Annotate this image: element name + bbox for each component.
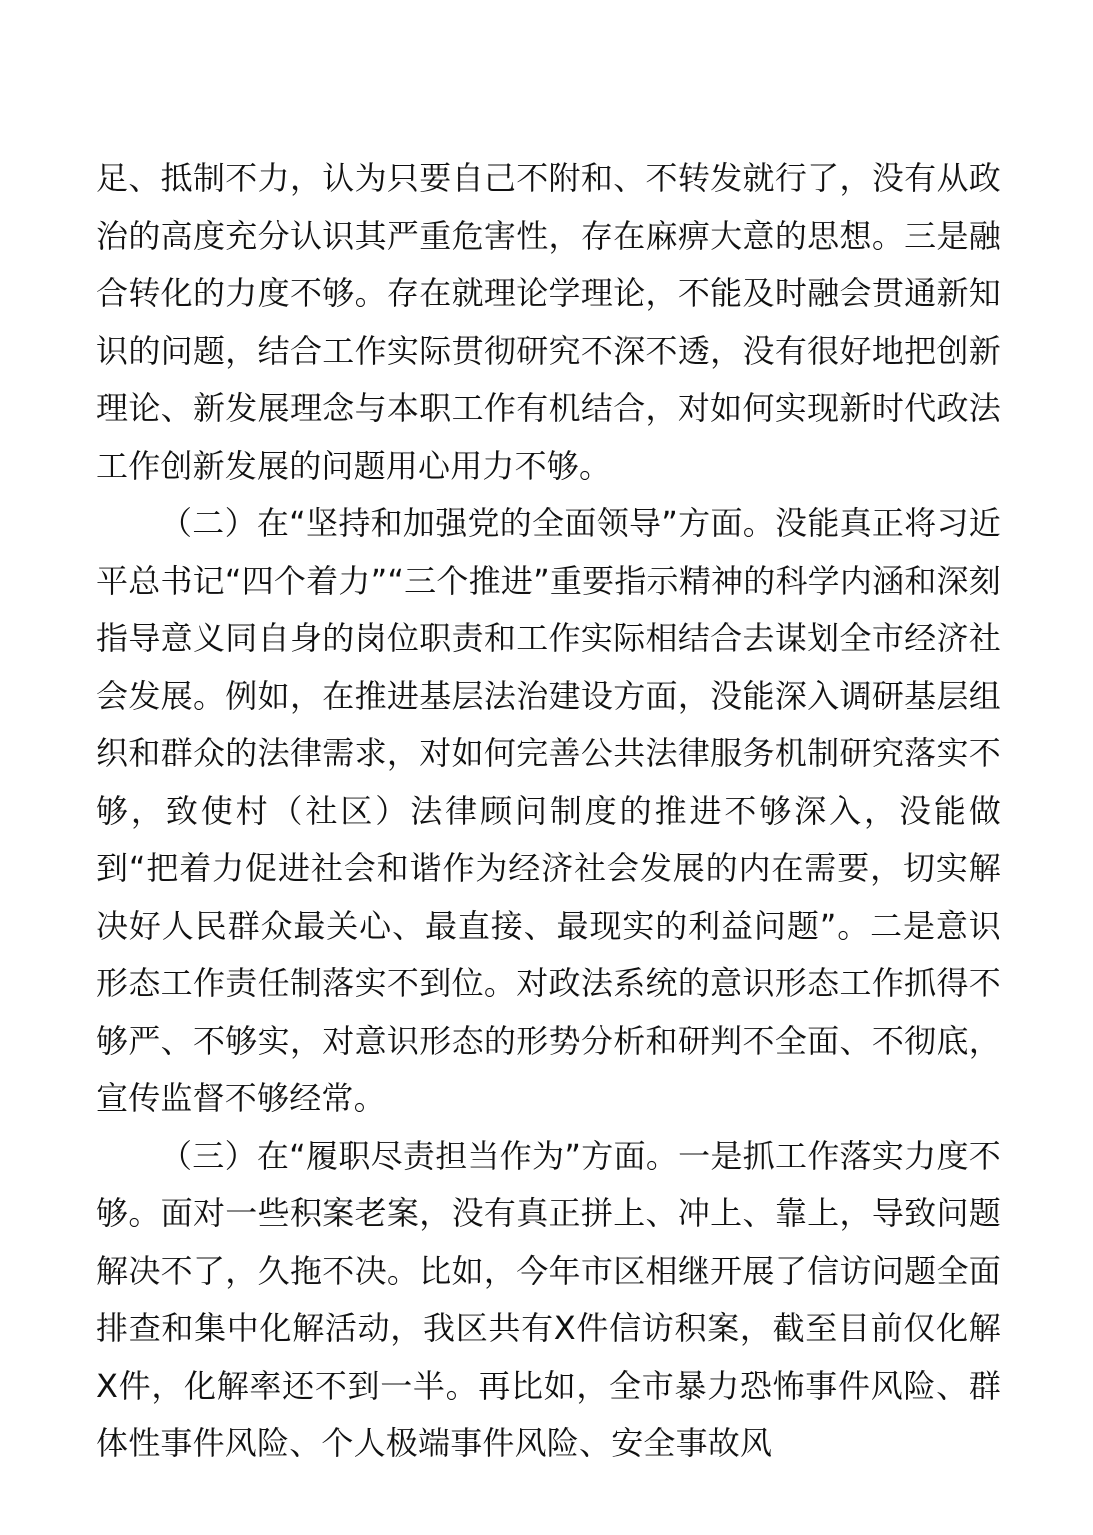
paragraph-2: （二）在“坚持和加强党的全面领导”方面。没能真正将习近平总书记“四个着力”“三个推进”重要指示精神的科学内涵和深刻指导意义同自身的岗位职责和工作实际相结合去谋划全市经济社会发展。例如，在推进基层法治建设方面，没能深入调研基层组织和群众的法律需求，对如何完善公共法律服务机制研究落实不够，致使村（社区）法律顾问制度的推进不够深入，没能做到“把着力促进社会和谐作为经济社会发展的内在需要，切实解决好人民群众最关心、最直接、最现实的利益问题”。二是意识形态工作责任制落实不到位。对政法系统的意识形态工作抓得不够严、不够实，对意识形态的形势分析和研判不全面、不彻底，宣传监督不够经常。 [96, 504, 1001, 1117]
document-page [96, 150, 1001, 1473]
paragraph-1: 足、抵制不力，认为只要自己不附和、不转发就行了，没有从政治的高度充分认识其严重危害性，存在麻痹大意的思想。三是融合转化的力度不够。存在就理论学理论，不能及时融会贯通新知识的问题，结合工作实际贯彻研究不深不透，没有很好地把创新理论、新发展理念与本职工作有机结合，对如何实现新时代政法工作创新发展的问题用心用力不够。 [96, 159, 1001, 485]
paragraph-3: （三）在“履职尽责担当作为”方面。一是抓工作落实力度不够。面对一些积案老案，没有真正拼上、冲上、靠上，导致问题解决不了，久拖不决。比如，今年市区相继开展了信访问题全面排查和集中化解活动，我区共有X件信访积案，截至目前仅化解X件，化解率还不到一半。再比如，全市暴力恐怖事件风险、群体性事件风险、个人极端事件风险、安全事故风 [96, 1136, 1001, 1462]
